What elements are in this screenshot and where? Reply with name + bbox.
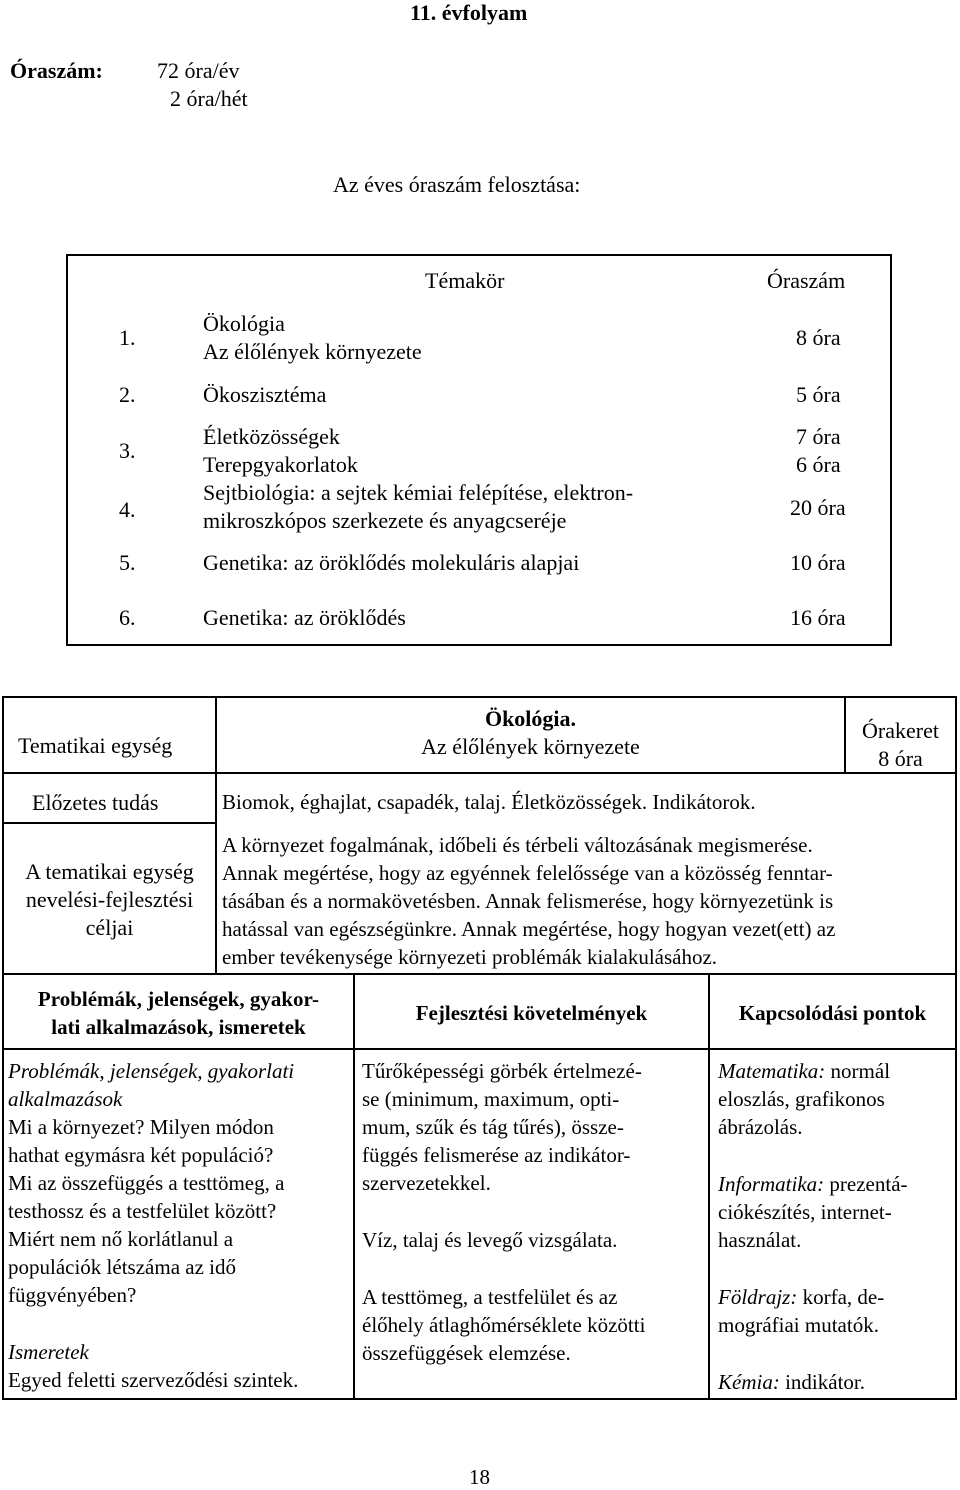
goals-label: nevelési-fejlesztési (25, 887, 194, 912)
topic-row-num: 1. (119, 325, 136, 350)
col3-line: prezentá- (829, 1172, 908, 1196)
col2-line: A testtömeg, a testfelület és az (362, 1285, 618, 1309)
prior-knowledge-text: Biomok, éghajlat, csapadék, talaj. Életközösségek. Indikátorok. (222, 790, 756, 814)
col3-line: ábrázolás. (718, 1115, 803, 1139)
unit-title: Ökológia. (484, 706, 577, 731)
topic-row-num: 2. (119, 382, 136, 407)
col1-line: függvényében? (8, 1283, 137, 1307)
col1-italic-title2: Ismeretek (8, 1340, 89, 1364)
col1-italic-title: Problémák, jelenségek, gyakorlati (8, 1059, 295, 1083)
unit-label: Tematikai egység (18, 733, 173, 758)
link-subject-informatics: Informatika: (718, 1172, 825, 1196)
topic-row-title: Ökológia (203, 311, 285, 336)
col3-line: indikátor. (785, 1370, 865, 1394)
col1-header: Problémák, jelenségek, gyakor- (37, 987, 320, 1011)
distribution-title: Az éves óraszám felosztása: (333, 172, 581, 197)
topic-row-title: Sejtbiológia: a sejtek kémiai felépítése, elektron- (203, 480, 634, 505)
topic-row-hours: 7 óra (796, 424, 841, 449)
col1-line: Mi a környezet? Milyen módon (8, 1115, 274, 1139)
col1-last-line: Egyed feletti szerveződési szintek. (8, 1368, 299, 1392)
topic-row-hours: 8 óra (796, 325, 841, 350)
goals-text-line: A környezet fogalmának, időbeli és térbeli változásának megismerése. (222, 833, 813, 857)
goals-text-line: ember tevékenysége környezeti problémák kialakulásához. (222, 945, 718, 969)
link-subject-chemistry: Kémia: (718, 1370, 780, 1394)
col1-line: Miért nem nő korlátlanul a (8, 1227, 234, 1251)
topic-row-hours: 5 óra (796, 382, 841, 407)
topic-row-hours: 16 óra (790, 605, 846, 630)
col1-header: lati alkalmazások, ismeretek (51, 1015, 306, 1039)
hours-frame-value: 8 óra (878, 746, 923, 771)
hours-per-year: 72 óra/év (157, 58, 240, 83)
col3-line: mográfiai mutatók. (718, 1313, 879, 1337)
col2-line: függés felismerése az indikátor- (362, 1143, 631, 1167)
link-subject-math: Matematika: (718, 1059, 826, 1083)
col3-header: Kapcsolódási pontok (738, 1001, 927, 1025)
hours-label: Óraszám: (10, 58, 103, 83)
col2-line: élőhely átlaghőmérséklete közötti (362, 1313, 646, 1337)
topic-row-title: Életközösségek (203, 424, 340, 449)
col2-line: se (minimum, maximum, opti- (362, 1087, 620, 1111)
grade-heading: 11. évfolyam (410, 0, 528, 25)
topic-row-hours: 20 óra (790, 495, 846, 520)
hours-frame-label: Órakeret (862, 718, 939, 743)
goals-label: céljai (85, 915, 134, 940)
goals-text-line: Annak megértése, hogy az egyénnek felelőssége van a közösség fenntar- (222, 861, 833, 885)
topic-row-title: Az élőlények környezete (203, 339, 422, 364)
col2-line: Tűrőképességi görbék értelmezé- (362, 1059, 642, 1083)
topic-row-title: mikroszkópos szerkezete és anyagcseréje (203, 508, 567, 533)
prior-knowledge-label: Előzetes tudás (32, 790, 159, 815)
topic-row-num: 4. (119, 497, 136, 522)
col1-line: hathat egymásra két populáció? (8, 1143, 274, 1167)
hours-per-week: 2 óra/hét (170, 86, 248, 111)
col2-line: Víz, talaj és levegő vizsgálata. (362, 1228, 618, 1252)
topic-row-title: Genetika: az öröklődés molekuláris alapjai (203, 550, 580, 575)
topic-row-num: 5. (119, 550, 136, 575)
col2-line: szervezetekkel. (362, 1171, 491, 1195)
col1-line: testhossz és a testfelület között? (8, 1199, 277, 1223)
topic-row-title: Terepgyakorlatok (203, 452, 358, 477)
topic-row-title: Ökoszisztéma (203, 382, 327, 407)
goals-text-line: hatással van egészségünkre. Annak megértése, hogy hogyan vezet(ett) az (222, 917, 836, 941)
col2-line: összefüggések elemzése. (362, 1341, 571, 1365)
goals-label: A tematikai egység (25, 859, 194, 884)
col1-italic-title: alkalmazások (8, 1087, 123, 1111)
col2-line: mum, szűk és tág tűrés), össze- (362, 1115, 624, 1139)
col-header-hours: Óraszám (767, 268, 846, 293)
col3-line: ciókészítés, internet- (718, 1200, 892, 1224)
topic-row-num: 3. (119, 438, 136, 463)
col2-header: Fejlesztési követelmények (415, 1001, 648, 1025)
goals-text-line: tásában és a normakövetésben. Annak felismerése, hogy környezetünk is (222, 889, 834, 913)
topic-row-hours: 6 óra (796, 452, 841, 477)
col1-line: populációk létszáma az idő (8, 1255, 236, 1279)
col3-line: normál (830, 1059, 891, 1083)
topic-row-title: Genetika: az öröklődés (203, 605, 406, 630)
col-header-topic: Témakör (425, 268, 505, 293)
col3-line: korfa, de- (802, 1285, 885, 1309)
col1-line: Mi az összefüggés a testtömeg, a (8, 1171, 285, 1195)
link-subject-geography: Földrajz: (718, 1285, 798, 1309)
unit-subtitle: Az élőlények környezete (421, 734, 640, 759)
col3-line: használat. (718, 1228, 802, 1252)
topic-row-hours: 10 óra (790, 550, 846, 575)
col3-line: eloszlás, grafikonos (718, 1087, 885, 1111)
page-number: 18 (469, 1465, 490, 1489)
topic-row-num: 6. (119, 605, 136, 630)
